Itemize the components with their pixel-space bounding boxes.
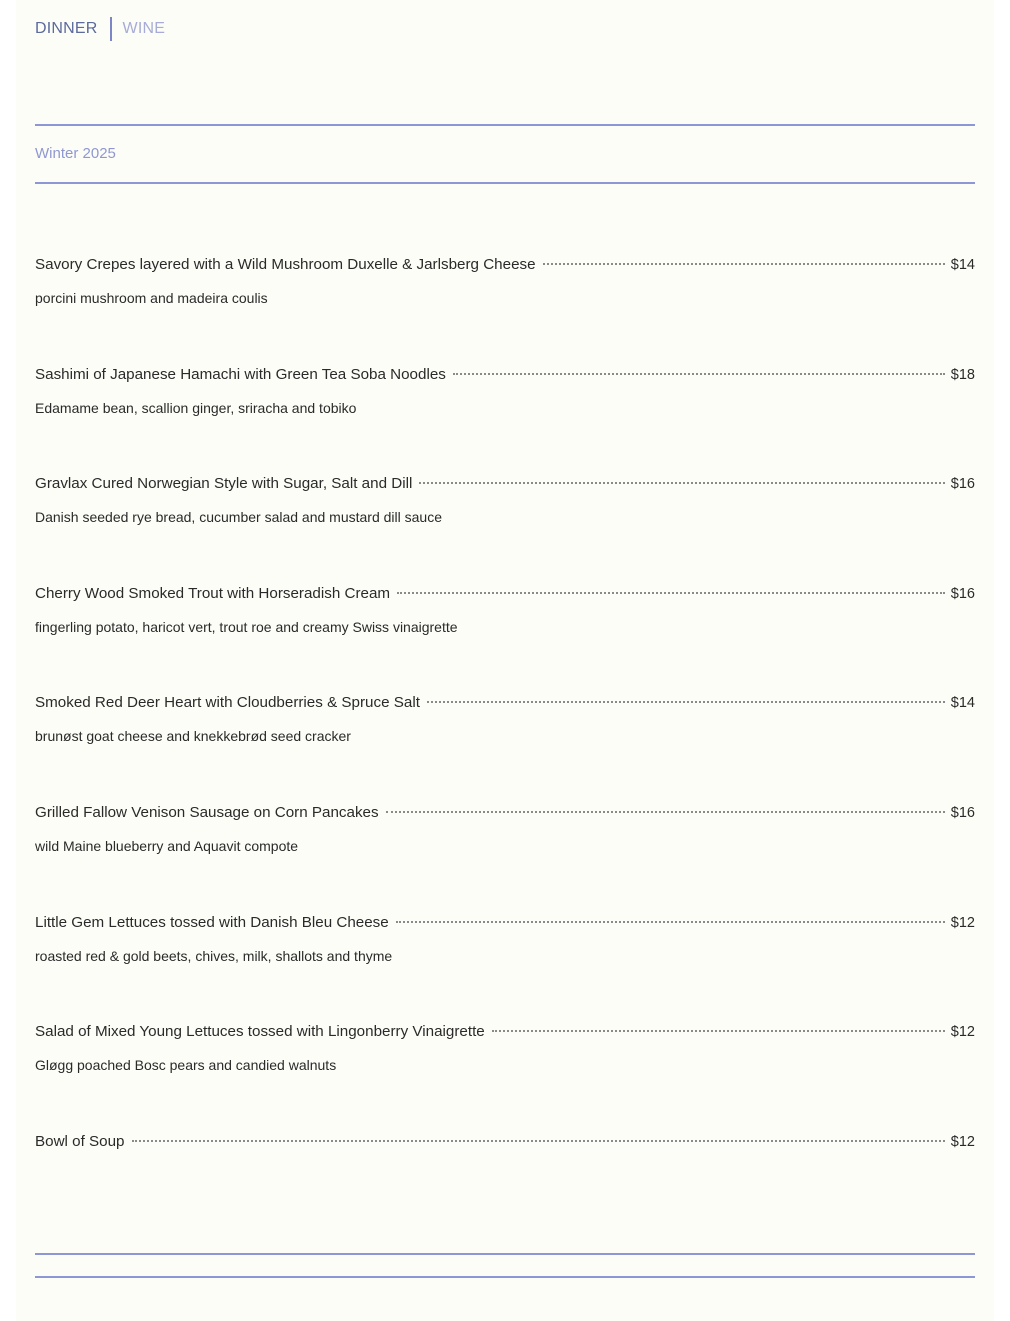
season-top-rule: [35, 124, 975, 126]
dot-leader: [386, 811, 945, 813]
menu-tabs: [35, 17, 165, 41]
menu-item-description: Gløgg poached Bosc pears and candied walnuts: [35, 1057, 337, 1074]
menu-item: [35, 913, 975, 1023]
menu-item-description: brunøst goat cheese and knekkebrød seed cracker: [35, 728, 351, 745]
menu-item-description: fingerling potato, haricot vert, trout roe and creamy Swiss vinaigrette: [35, 618, 458, 635]
menu-item-name: Cherry Wood Smoked Trout with Horseradish Cream: [35, 584, 391, 602]
menu-item-row: [35, 365, 975, 385]
menu-item-price: $14: [950, 695, 975, 712]
menu-item-description: wild Maine blueberry and Aquavit compote: [35, 837, 299, 854]
dot-leader: [397, 592, 945, 594]
dot-leader: [396, 921, 945, 923]
menu-item-price: $12: [950, 914, 975, 931]
tab-dinner[interactable]: DINNER: [35, 20, 98, 37]
dot-leader: [427, 701, 945, 703]
dot-leader: [543, 263, 945, 265]
menu-item-description: Danish seeded rye bread, cucumber salad and mustard dill sauce: [35, 509, 443, 526]
footer-rule-top: [35, 1253, 975, 1255]
menu-item-name: Savory Crepes layered with a Wild Mushroom Duxelle & Jarlsberg Cheese: [35, 256, 536, 273]
menu-item-price: $16: [950, 804, 975, 821]
menu-item: [35, 1132, 975, 1242]
menu-item-name: Gravlax Cured Norwegian Style with Sugar, Salt and Dill: [35, 475, 413, 493]
menu-item-row: [35, 1022, 975, 1042]
season-label: Winter 2025: [35, 145, 116, 162]
menu-item-row: [35, 693, 975, 713]
menu-item: [35, 255, 975, 365]
menu-item: [35, 1022, 975, 1132]
menu-item-row: [35, 584, 975, 604]
menu-item-price: $12: [950, 1133, 975, 1150]
menu-item-row: [35, 255, 975, 275]
menu-item: [35, 584, 975, 694]
menu-item-name: Bowl of Soup: [35, 1132, 125, 1150]
menu-item-row: [35, 803, 975, 823]
menu-item-description: Edamame bean, scallion ginger, sriracha and tobiko: [35, 399, 357, 416]
dot-leader: [492, 1030, 945, 1032]
menu-item: [35, 693, 975, 803]
menu-item-name: Grilled Fallow Venison Sausage on Corn Pancakes: [35, 803, 379, 821]
menu-item-list: [35, 255, 975, 1241]
menu-item-row: [35, 474, 975, 494]
menu-item-row: [35, 913, 975, 933]
menu-item-name: Little Gem Lettuces tossed with Danish Bleu Cheese: [35, 913, 389, 931]
menu-item-price: $16: [950, 476, 975, 493]
footer-rule-bottom: [35, 1276, 975, 1278]
dot-leader: [453, 373, 945, 375]
tab-divider: [110, 17, 112, 41]
menu-item-description: porcini mushroom and madeira coulis: [35, 290, 268, 306]
menu-item-price: $12: [950, 1024, 975, 1041]
menu-item: [35, 365, 975, 475]
menu-item: [35, 803, 975, 913]
menu-item-price: $16: [950, 585, 975, 602]
tab-wine[interactable]: WINE: [122, 20, 166, 37]
menu-item-name: Salad of Mixed Young Lettuces tossed with Lingonberry Vinaigrette: [35, 1023, 485, 1041]
menu-item-price: $14: [950, 257, 975, 273]
menu-item: [35, 474, 975, 584]
menu-item-name: Smoked Red Deer Heart with Cloudberries & Spruce Salt: [35, 694, 420, 712]
dot-leader: [419, 482, 944, 484]
menu-item-price: $18: [950, 366, 975, 383]
season-bottom-rule: [35, 182, 975, 184]
menu-item-row: [35, 1132, 975, 1152]
menu-item-description: roasted red & gold beets, chives, milk, shallots and thyme: [35, 947, 393, 964]
menu-item-name: Sashimi of Japanese Hamachi with Green Tea Soba Noodles: [35, 365, 446, 383]
dot-leader: [132, 1140, 945, 1142]
